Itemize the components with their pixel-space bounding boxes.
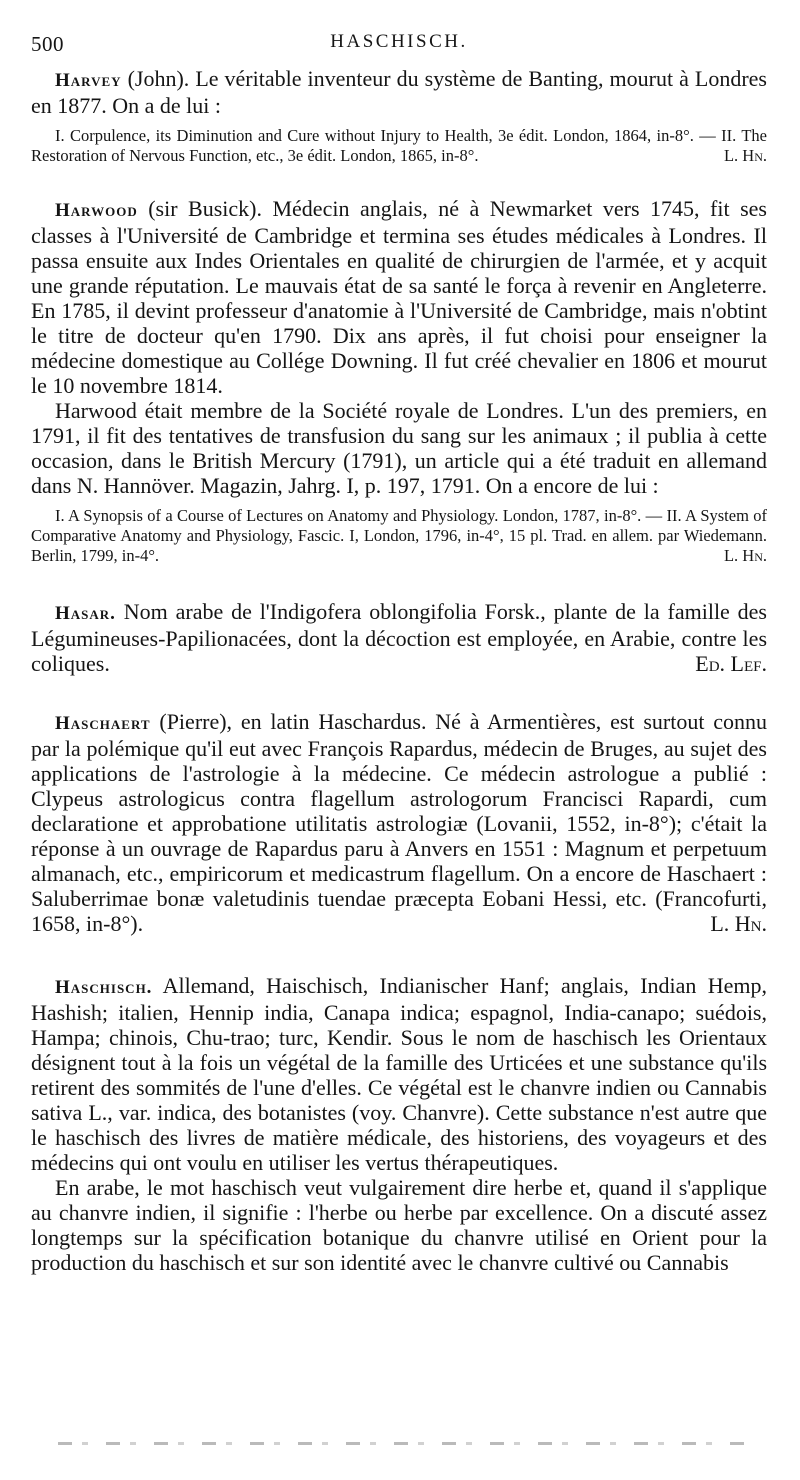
page-number: 500 (31, 32, 64, 56)
bibliography-text: I. A Synopsis of a Course of Lectures on Anatomy and Physiology. London, 1787, in-8°. — II. A System of Comparative Anatomy and Physiology, Fascic. I, London, 1796, in-4°, 15 pl. Trad. en allem. par Wiedemann. Berlin, 1799, in-4°. (31, 506, 767, 565)
entry-harwood-para1 (31, 196, 767, 398)
dictionary-page (31, 0, 767, 1275)
signature: Ed. Lef. (695, 651, 767, 676)
entry-haschaert-text (31, 709, 767, 936)
entry-hasar (31, 599, 767, 676)
entry-harwood (31, 196, 767, 566)
entry-harvey-text (31, 66, 767, 118)
entry-harwood-bibliography (31, 506, 767, 566)
entry-haschaert (31, 709, 767, 936)
entry-hasar-headword: Hasar. (55, 603, 116, 624)
entry-harwood-headword: Harwood (55, 200, 138, 221)
entry-harvey-headword: Harvey (55, 70, 122, 91)
signature: L. Hn. (723, 546, 767, 565)
bibliography-text: I. Corpulence, its Diminution and Cure without Injury to Health, 3e édit. London, 1864, in-8°. — II. The Restoration of Nervous Function, etc., 3e édit. London, 1865, in-8°. (31, 126, 767, 165)
entry-harwood-para2: Harwood était membre de la Société royale de Londres. L'un des premiers, en 1791, il fit des tentatives de transfusion du sang sur les animaux ; il publia à cette occasion, dans le British Mercury (1791), un article qui a été traduit en allemand dans N. Hannöver. Magazin, Jahrg. I, p. 197, 1791. On a encore de lui : (31, 398, 767, 498)
entry-haschisch-body: Allemand, Haischisch, Indianischer Hanf; anglais, Indian Hemp, Hashish; italien, Hennip india, Canapa indica; espagnol, India-canapo; suédois, Hampa; chinois, Chu-trao; turc, Kendir. Sous le nom de haschisch les Orientaux désignent tout à la fois un végétal de la famille des Urticées et une substance qu'ils retirent des sommités de l'une d'elles. Ce végétal est le chanvre indien ou Cannabis sativa L., var. indica, des botanistes (voy. Chanvre). Cette substance n'est autre que le haschisch des livres de matière médicale, des historiens, des voyageurs et des médecins qui ont voulu en utiliser les vertus thérapeutiques. (31, 973, 768, 1175)
entry-harwood-body: (sir Busick). Médecin anglais, né à Newmarket vers 1745, fit ses classes à l'Université de Cambridge et termina ses études médicales à Londres. Il passa ensuite aux Indes Orientales en qualité de chirurgien de l'armée, et y acquit une grande réputation. Le mauvais état de sa santé le força à revenir en Angleterre. En 1785, il devint professeur d'anatomie à l'Université de Cambridge, mais n'obtint le titre de docteur qu'en 1790. Dix ans après, il fut choisi pour enseigner la médecine domestique au Collége Downing. Il fut créé chevalier en 1806 et mourut le 10 novembre 1814. (31, 196, 767, 398)
signature: L. Hn. (723, 146, 767, 165)
entry-haschisch-para1 (31, 973, 767, 1175)
entry-harvey-bibliography (31, 126, 767, 166)
entry-haschaert-headword: Haschaert (55, 713, 151, 734)
running-title: HASCHISCH. (330, 31, 468, 52)
entry-hasar-body: Nom arabe de l'Indigofera oblongifolia Forsk., plante de la famille des Légumineuses-Papilionacées, dont la décoction est employée, en Arabie, contre les coliques. (31, 599, 767, 676)
scan-artifact-line (58, 1442, 748, 1445)
entry-harvey-body: (John). Le véritable inventeur du système de Banting, mourut à Londres en 1877. On a de lui : (31, 66, 767, 118)
signature: L. Hn. (710, 911, 767, 936)
entry-harvey (31, 66, 767, 166)
page-header (31, 0, 767, 58)
entry-haschisch-headword: Haschisch. (55, 977, 153, 998)
entry-haschisch-para2: En arabe, le mot haschisch veut vulgairement dire herbe et, quand il s'applique au chanvre indien, il signifie : l'herbe ou herbe par excellence. On a discuté assez longtemps sur la spécification botanique du chanvre utilisé en Orient pour la production du haschisch et sur son identité avec le chanvre cultivé ou Cannabis (31, 1175, 767, 1275)
entry-haschisch (31, 973, 767, 1275)
entry-hasar-text (31, 599, 767, 676)
entry-haschaert-body: (Pierre), en latin Haschardus. Né à Armentières, est surtout connu par la polémique qu'il eut avec François Rapardus, médecin de Bruges, au sujet des applications de l'astrologie à la médecine. Ce médecin astrologue a publié : Clypeus astrologicus contra flagellum astrologorum Francisci Rapardi, cum declaratione et approbatione utilitatis astrologiæ (Lovanii, 1552, in-8°); c'était la réponse à un ouvrage de Rapardus paru à Anvers en 1551 : Magnum et perpetuum almanach, etc., empiricorum et medicastrum flagellum. On a encore de Haschaert : Saluberrimae bonæ valetudinis tuendae præcepta Eobani Hessi, etc. (Francofurti, 1658, in-8°). (31, 709, 768, 936)
